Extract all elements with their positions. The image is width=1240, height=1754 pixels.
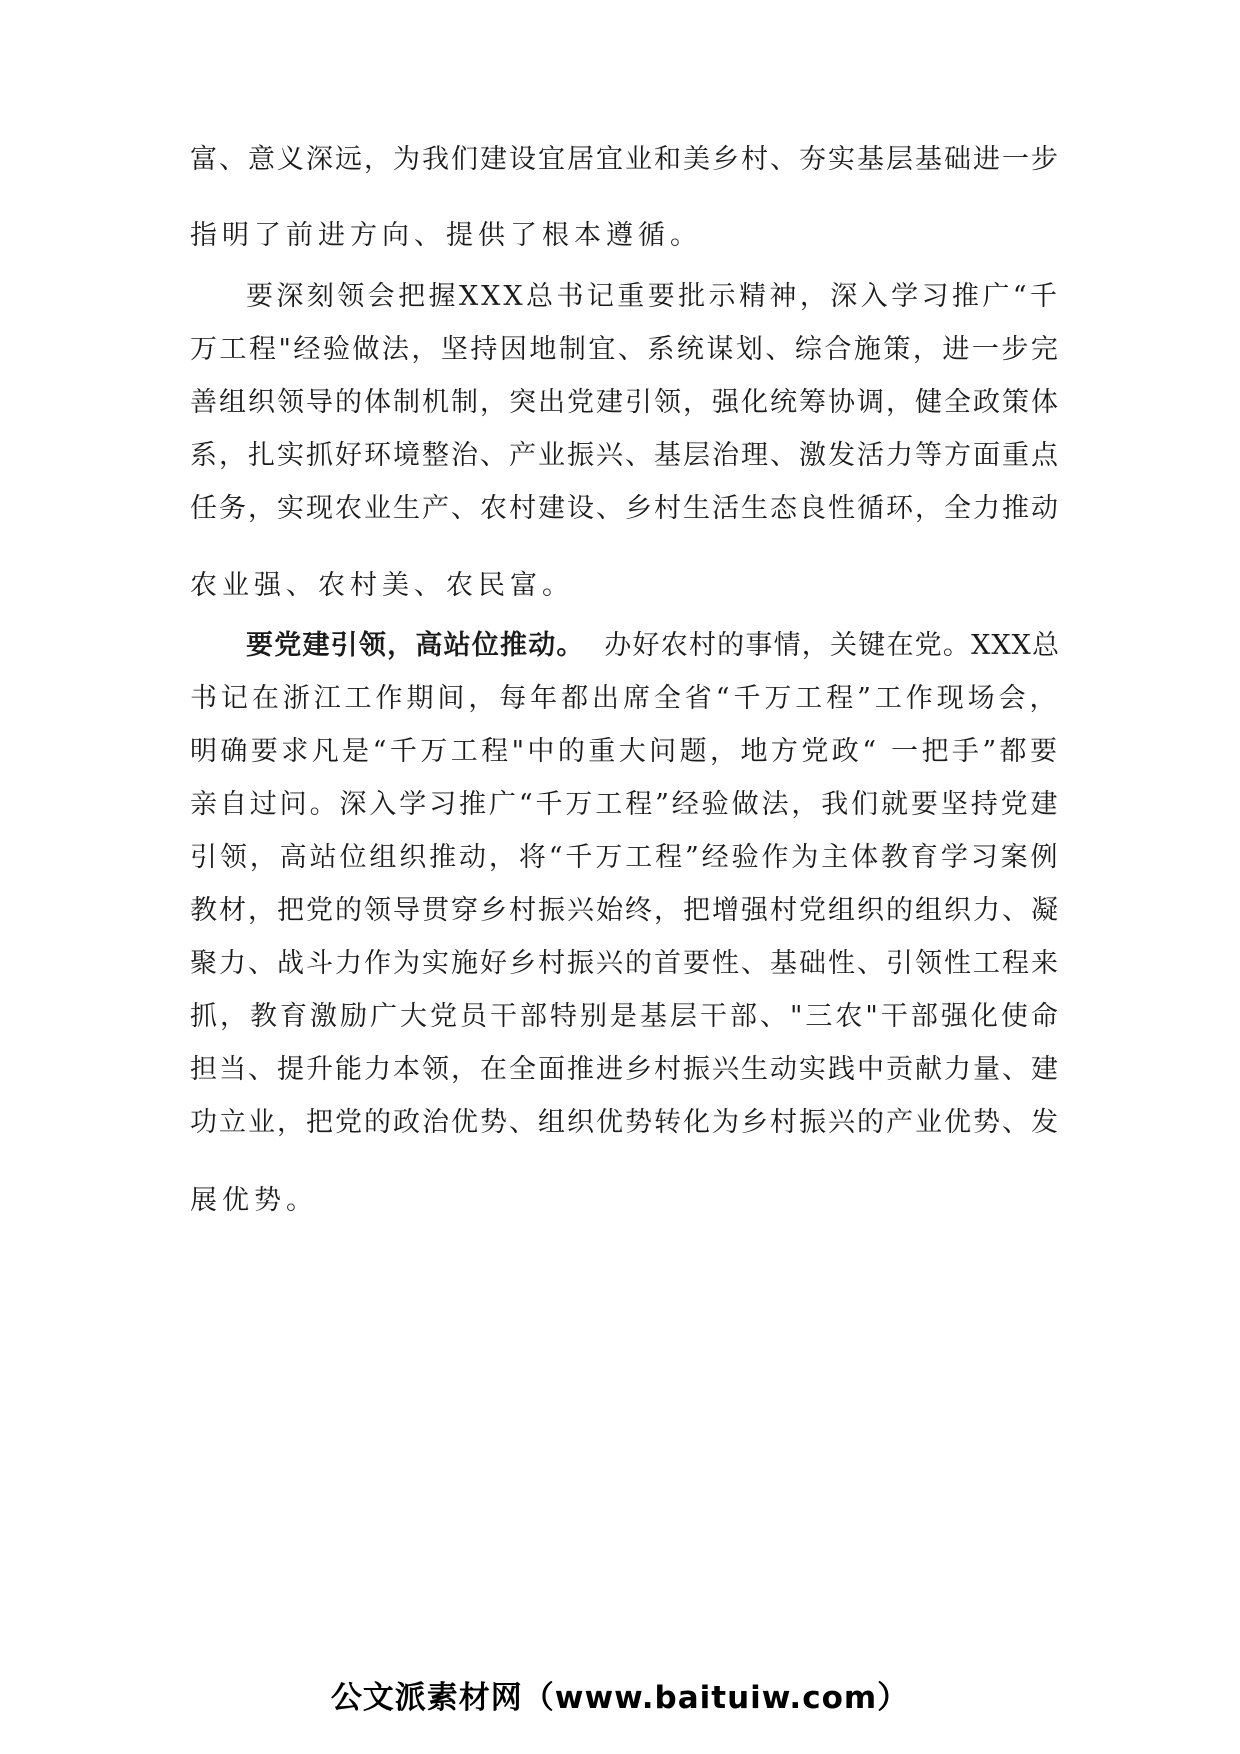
paragraph3-line-9: 担当、提升能力本领，在全面推进乡村振兴生动实践中贡献力量、建 [190,1054,1060,1085]
paragraph3-line-11: 展优势。 [190,1185,318,1216]
paragraph3-line-5: 引领，高站位组织推动，将“千万工程”经验作为主体教育学习案例 [190,842,1060,873]
paragraph3-line-6: 教材，把党的领导贯穿乡村振兴始终，把增强村党组织的组织力、凝 [190,895,1060,926]
site-footer: 公文派素材网（www.baituiw.com） [330,1680,910,1716]
paragraph1-line-2: 指明了前进方向、提供了根本遵循。 [190,220,702,251]
paragraph2-line-1: 要深刻领会把握XXX总书记重要批示精神，深入学习推广“千 [246,281,1060,312]
paragraph3-line-3: 明确要求凡是“千万工程"中的重大问题，地方党政“ 一把手”都要 [190,736,1060,767]
paragraph1-line-1: 富、意义深远，为我们建设宜居宜业和美乡村、夯实基层基础进一步 [190,144,1060,175]
paragraph3-line-2: 书记在浙江工作期间，每年都出席全省“千万工程”工作现场会， [190,683,1060,714]
paragraph3-line-4: 亲自过问。深入学习推广“千万工程”经验做法，我们就要坚持党建 [190,789,1060,820]
paragraph3-heading: 要党建引领，高站位推动。 [246,630,585,661]
paragraph2-line-5: 任务，实现农业生产、农村建设、乡村生活生态良性循环，全力推动 [190,493,1060,524]
paragraph2-line-4: 系，扎实抓好环境整治、产业振兴、基层治理、激发活力等方面重点 [190,440,1060,471]
paragraph2-line-6: 农业强、农村美、农民富。 [190,570,574,601]
paragraph3-line-10: 功立业，把党的政治优势、组织优势转化为乡村振兴的产业优势、发 [190,1107,1060,1138]
paragraph2-line-2: 万工程"经验做法，坚持因地制宜、系统谋划、综合施策，进一步完 [190,334,1061,365]
paragraph3-first-line-rest: 办好农村的事情，关键在党。XXX总 [604,630,1060,661]
paragraph3-line-8: 抓，教育激励广大党员干部特别是基层干部、"三农"干部强化使命 [190,1001,1061,1032]
paragraph3-line-7: 聚力、战斗力作为实施好乡村振兴的首要性、基础性、引领性工程来 [190,948,1060,979]
paragraph2-line-3: 善组织领导的体制机制，突出党建引领，强化统筹协调，健全政策体 [190,387,1060,418]
paragraph3-line-1 [246,626,1060,666]
